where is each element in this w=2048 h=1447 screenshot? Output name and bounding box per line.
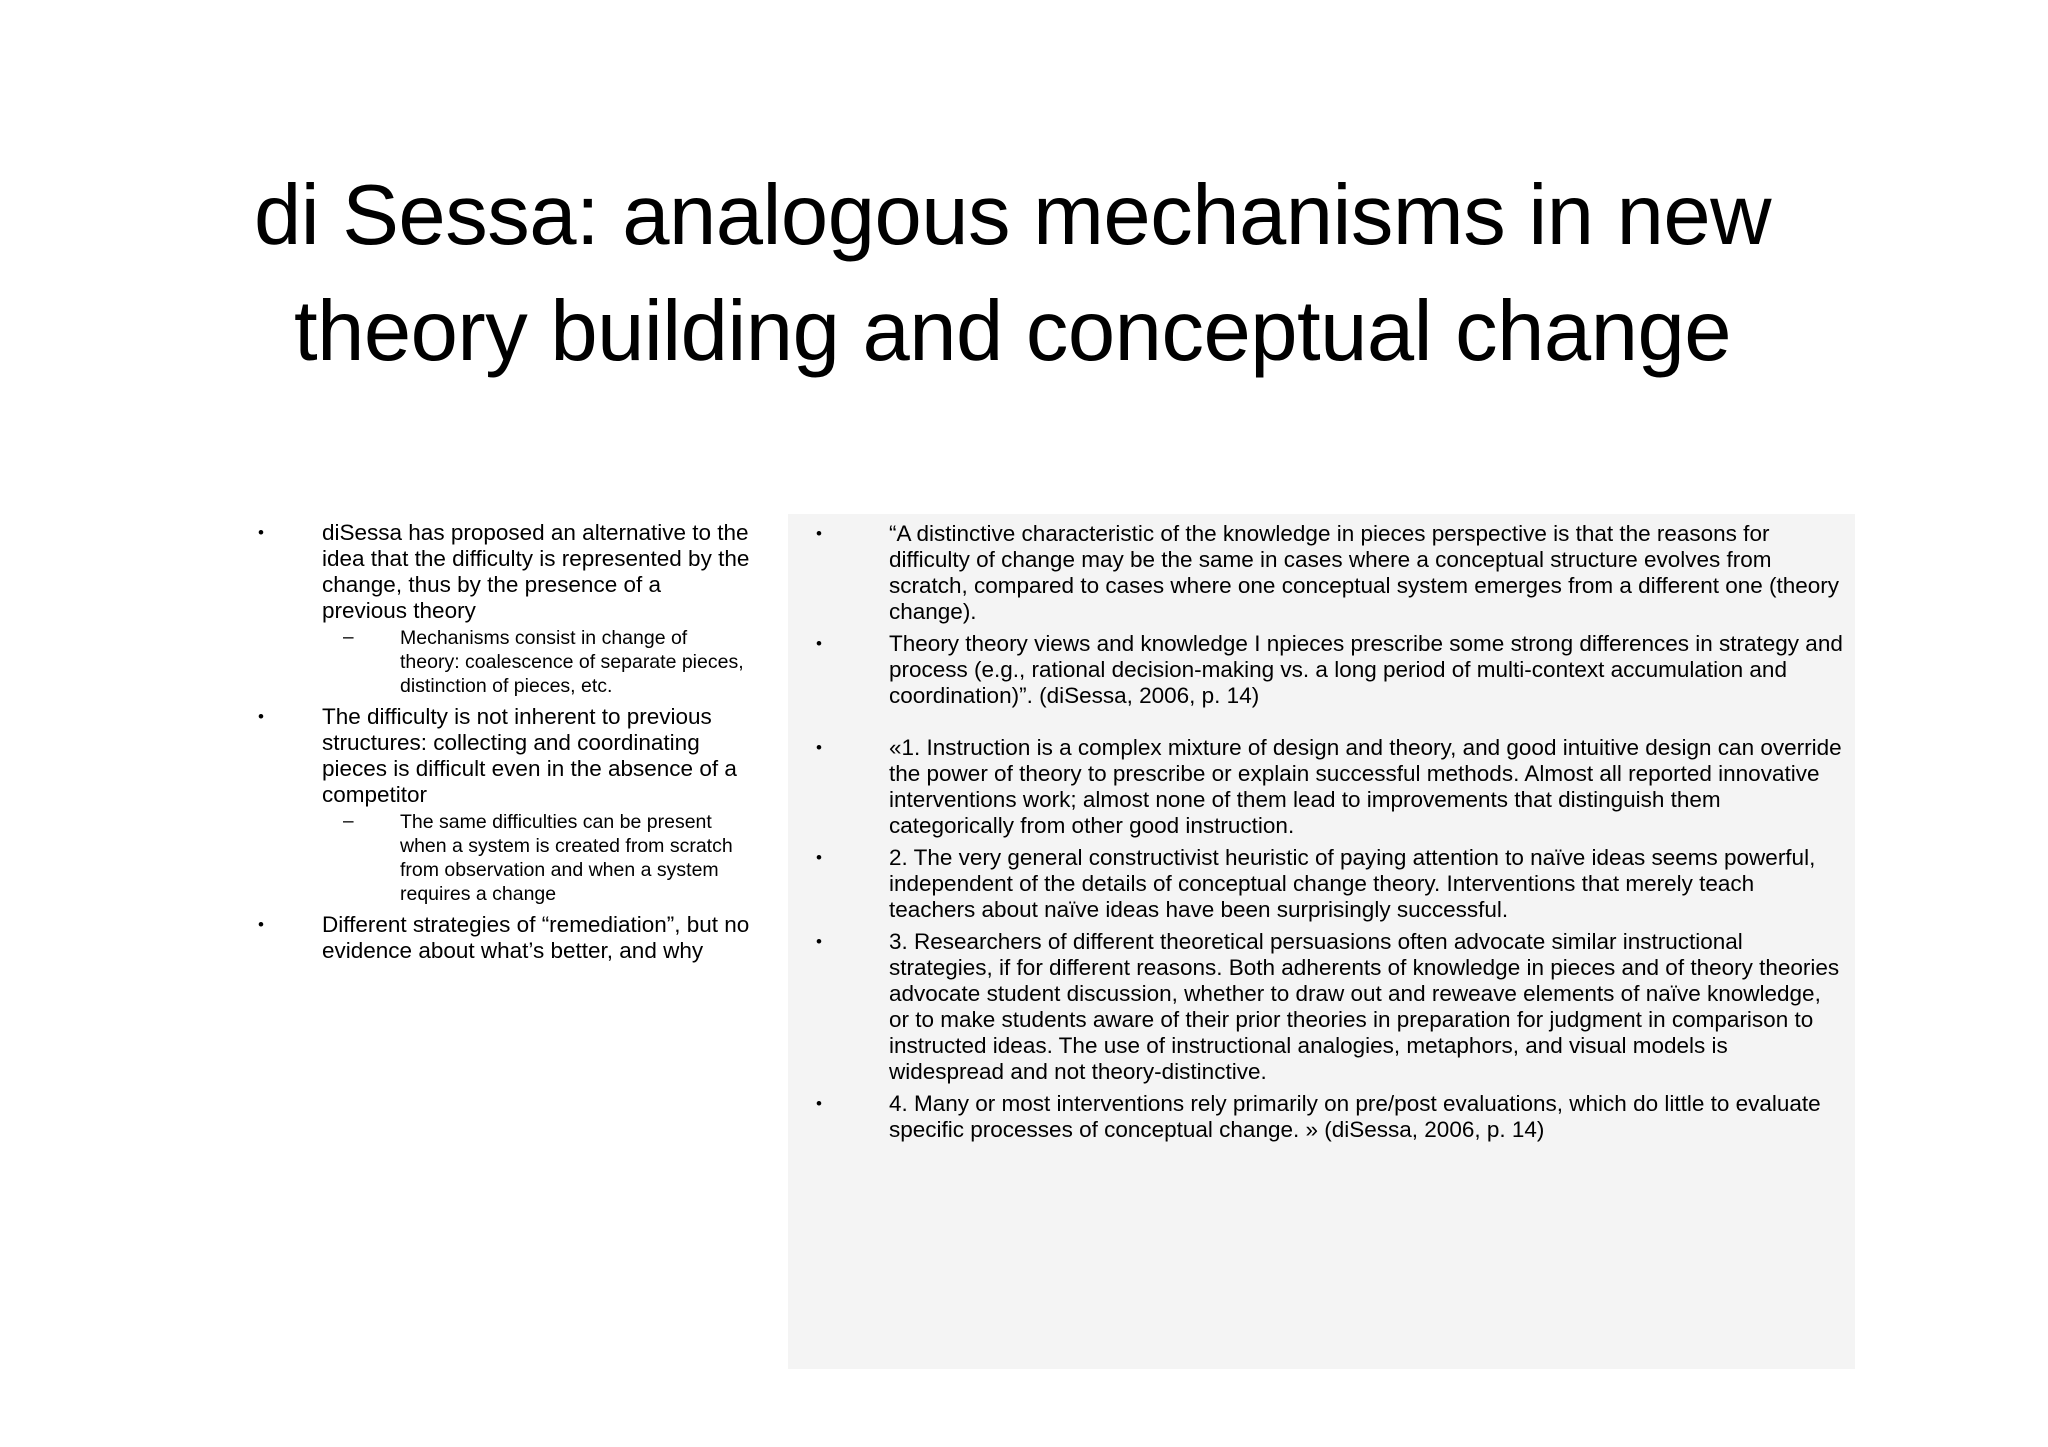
sub-bullet-text: Mechanisms consist in change of theory: coalescence of separate pieces, distinction of pieces, etc. bbox=[400, 627, 744, 697]
slide-title-line-2: theory building and conceptual change bbox=[293, 284, 1732, 379]
bullet-marker: • bbox=[258, 915, 264, 934]
quote-panel-content bbox=[808, 521, 1843, 1149]
sub-bullet-text: The same difficulties can be present when a system is created from scratch from observation and when a system requires a change bbox=[400, 811, 733, 905]
left-bullet-column bbox=[250, 520, 750, 964]
bullet-marker: • bbox=[816, 932, 822, 951]
bullet-text: diSessa has proposed an alternative to the idea that the difficulty is represented by the change, thus by the presence of a previous theory bbox=[322, 520, 750, 623]
bullet-marker: • bbox=[258, 523, 264, 542]
slide-title bbox=[150, 158, 1875, 390]
quote-text: Theory theory views and knowledge I npieces prescribe some strong differences in strategy and process (e.g., rational decision-making vs. a long period of multi-context accumulation and coordination)”. (diSessa, 2006, p. 14) bbox=[889, 631, 1843, 708]
slide-title-line-1: di Sessa: analogous mechanisms in new bbox=[253, 168, 1772, 263]
left-bullet-item bbox=[250, 704, 750, 808]
quote-text: “A distinctive characteristic of the knowledge in pieces perspective is that the reasons for difficulty of change may be the same in cases where a conceptual structure evolves from scratch, compared to cases where one conceptual system emerges from a different one (theory change). bbox=[889, 521, 1840, 624]
quote-text: «1. Instruction is a complex mixture of design and theory, and good intuitive design can override the power of theory to prescribe or explain successful methods. Almost all reported innovative interventions work; almost none of them lead to improvements that distinguish them categorically from other good instruction. bbox=[889, 735, 1842, 838]
quote-text: 3. Researchers of different theoretical persuasions often advocate similar instructional strategies, if for different reasons. Both adherents of knowledge in pieces and of theory theories advocate student discussion, whether to draw out and reweave elements of naïve knowledge, or to make students aware of their prior theories in preparation for judgment in comparison to instructed ideas. The use of instructional analogies, metaphors, and visual models is widespread and not theory-distinctive. bbox=[889, 929, 1840, 1084]
bullet-text: The difficulty is not inherent to previous structures: collecting and coordinating pieces is difficult even in the absence of a competitor bbox=[322, 704, 737, 807]
quote-bullet-item bbox=[808, 1091, 1843, 1143]
quote-text: 4. Many or most interventions rely primarily on pre/post evaluations, which do little to evaluate specific processes of conceptual change. » (diSessa, 2006, p. 14) bbox=[889, 1091, 1821, 1142]
bullet-marker: • bbox=[816, 848, 822, 867]
left-bullet-item bbox=[250, 912, 750, 964]
bullet-marker: • bbox=[816, 1094, 822, 1113]
left-bullet-list bbox=[250, 520, 750, 964]
bullet-marker: • bbox=[816, 738, 822, 757]
quote-bullet-item bbox=[808, 929, 1843, 1085]
quote-panel bbox=[788, 514, 1855, 1369]
quote-bullet-item bbox=[808, 735, 1843, 839]
quote-bullet-item bbox=[808, 845, 1843, 923]
bullet-marker: • bbox=[258, 707, 264, 726]
quote-bullet-item bbox=[808, 631, 1843, 709]
quote-text: 2. The very general constructivist heuristic of paying attention to naïve ideas seems powerful, independent of the details of conceptual change theory. Interventions that merely teach teachers about naïve ideas have been surprisingly successful. bbox=[889, 845, 1816, 922]
bullet-text: Different strategies of “remediation”, but no evidence about what’s better, and why bbox=[322, 912, 750, 963]
dash-marker: – bbox=[343, 627, 354, 648]
quote-bullet-item bbox=[808, 521, 1843, 625]
left-sub-bullet-item bbox=[250, 810, 750, 906]
bullet-marker: • bbox=[816, 634, 822, 653]
bullet-marker: • bbox=[816, 524, 822, 543]
left-sub-bullet-item bbox=[250, 626, 750, 698]
quote-bullet-list bbox=[808, 521, 1843, 1143]
dash-marker: – bbox=[343, 811, 354, 832]
left-bullet-item bbox=[250, 520, 750, 624]
